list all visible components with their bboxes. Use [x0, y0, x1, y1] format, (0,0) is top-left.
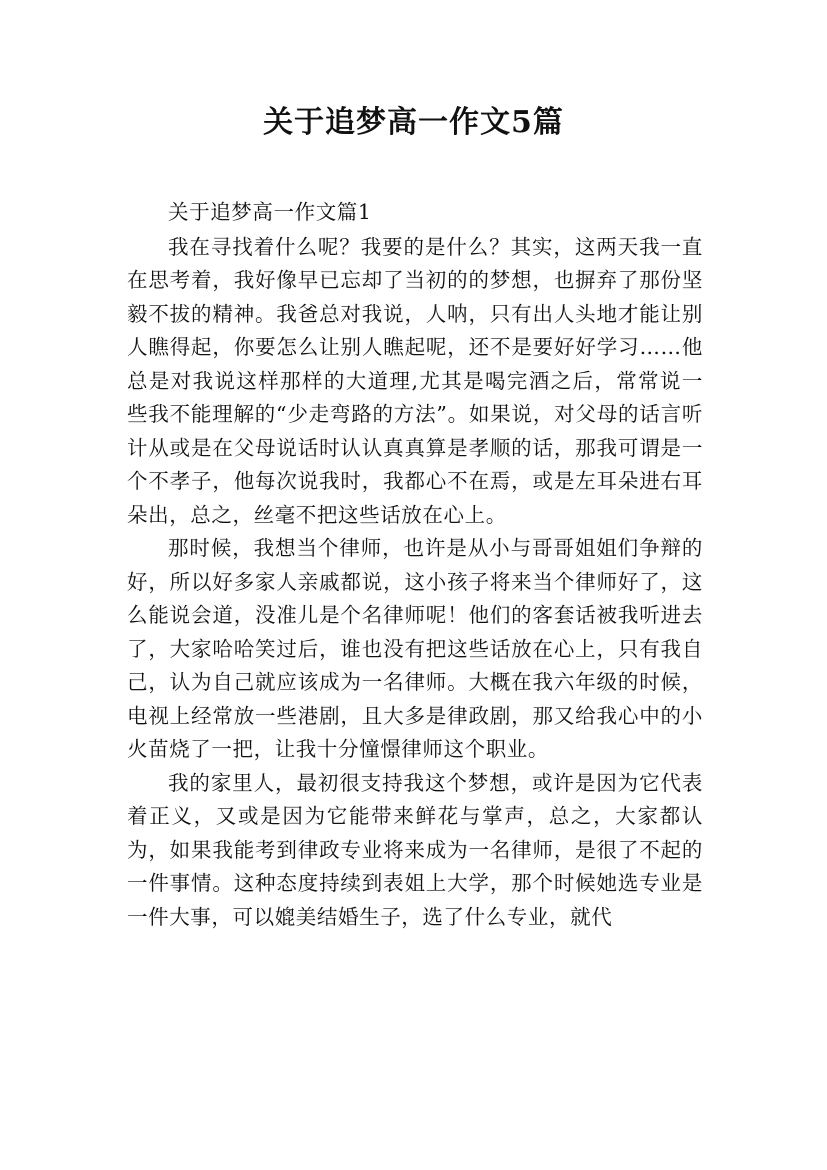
- paragraph-1: 我在寻找着什么呢？我要的是什么？其实，这两天我一直在思考着，我好像早已忘却了当初的的梦想，也摒弃了那份坚毅不拔的精神。我爸总对我说，人呐，只有出人头地才能让别人瞧得起，你要怎么让别人瞧起呢，还不是要好好学习……他总是对我说这样那样的大道理,尤其是喝完酒之后，常常说一些我不能理解的“少走弯路的方法”。如果说，对父母的话言听计从或是在父母说话时认认真真算是孝顺的话，那我可谓是一个不孝子，他每次说我时，我都心不在焉，或是左耳朵进右耳朵出，总之，丝毫不把这些话放在心上。: [127, 234, 703, 527]
- document-body: [127, 196, 703, 934]
- section-heading: 关于追梦高一作文篇1: [168, 200, 372, 224]
- paragraph-2: 那时候，我想当个律师，也许是从小与哥哥姐姐们争辩的好，所以好多家人亲戚都说，这小孩子将来当个律师好了，这么能说会道，没准儿是个名律师呢！他们的客套话被我听进去了，大家哈哈笑过后，谁也没有把这些话放在心上，只有我自己，认为自己就应该成为一名律师。大概在我六年级的时候，电视上经常放一些港剧，且大多是律政剧，那又给我心中的小火苗烧了一把，让我十分憧憬律师这个职业。: [127, 536, 703, 761]
- document-title: 关于追梦高一作文5篇: [263, 105, 564, 140]
- paragraph-3: 我的家里人，最初很支持我这个梦想，或许是因为它代表着正义，又或是因为它能带来鲜花与掌声，总之，大家都认为，如果我能考到律政专业将来成为一名律师，是很了不起的一件事情。这种态度持续到表姐上大学，那个时候她选专业是一件大事，可以媲美结婚生子，选了什么专业，就代: [127, 770, 703, 929]
